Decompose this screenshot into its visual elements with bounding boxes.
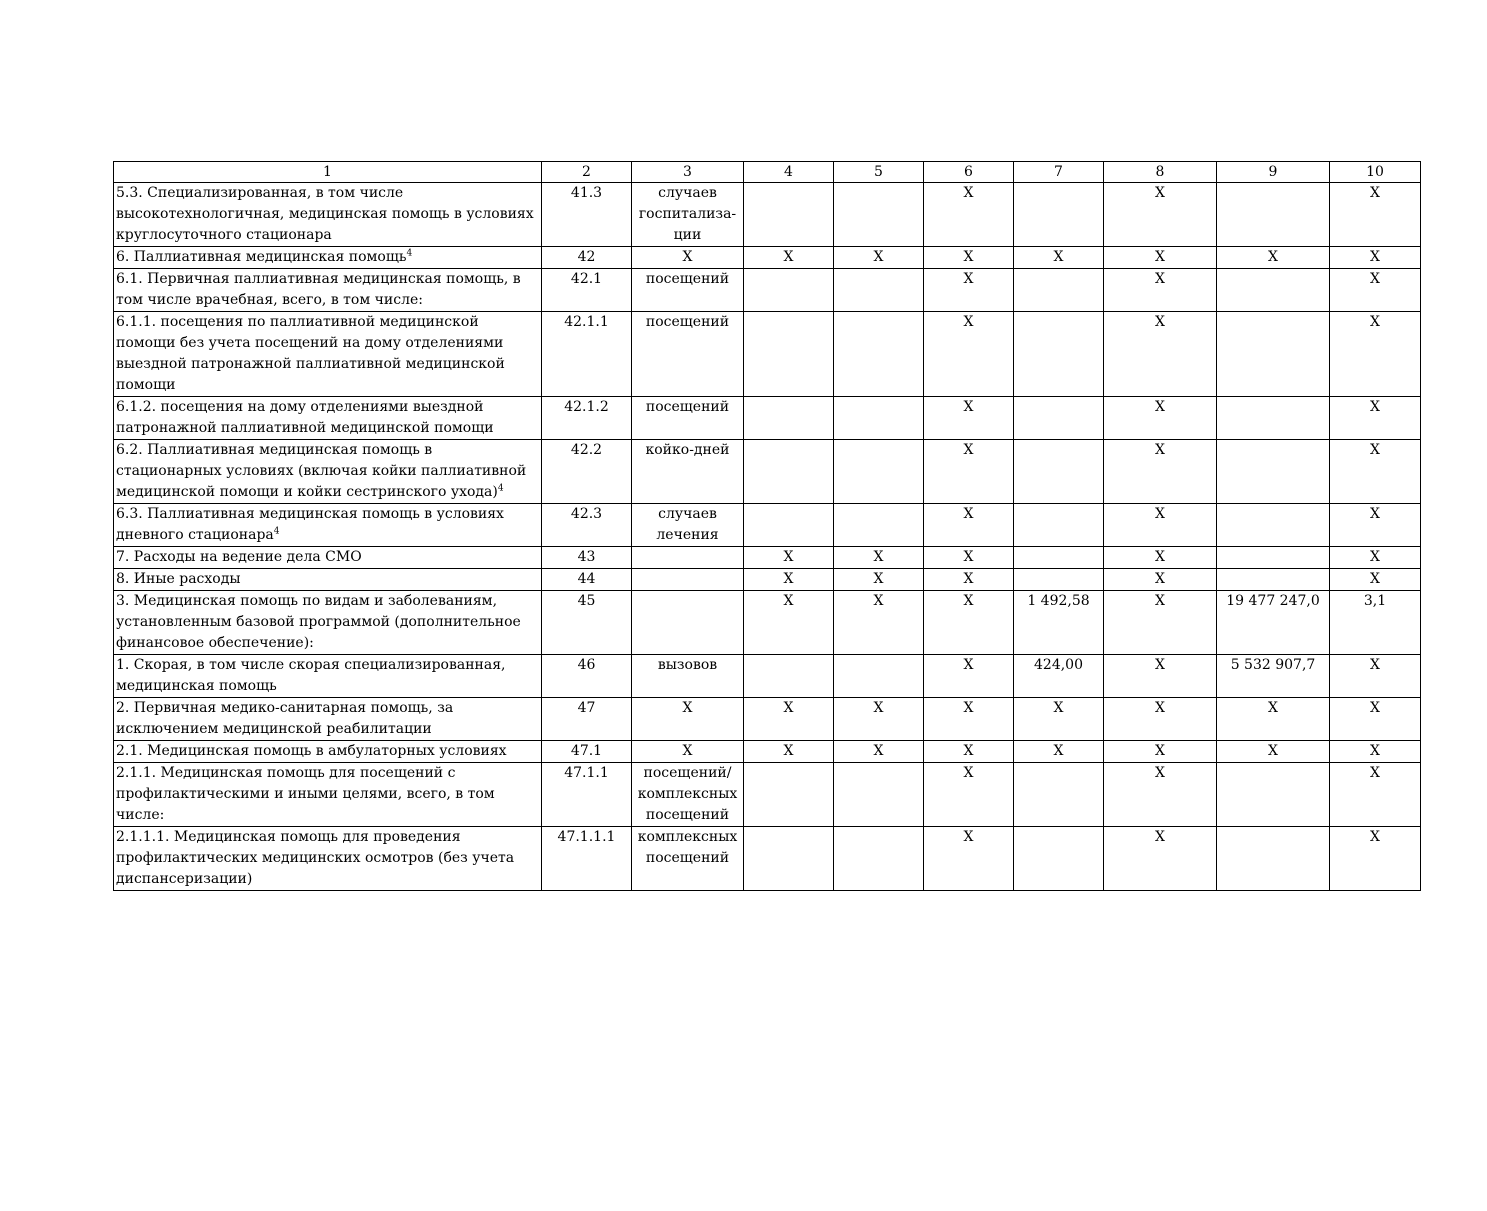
- cell-c9: [1217, 504, 1330, 547]
- row-name: 6.1. Первичная паллиативная медицинская помощь, в том числе врачебная, всего, в том числе:: [116, 271, 521, 308]
- cell-c6: X: [924, 397, 1014, 440]
- cell-c8: X: [1104, 247, 1217, 269]
- cell-c10: 3,1: [1330, 591, 1421, 655]
- cell-code: 47.1: [542, 741, 632, 763]
- cell-c7: 1 492,58: [1014, 591, 1104, 655]
- cell-c7: [1014, 827, 1104, 891]
- row-name-cell: [114, 569, 542, 591]
- cell-unit: посещений: [632, 312, 744, 397]
- cell-c9: [1217, 440, 1330, 504]
- cell-c4: [744, 312, 834, 397]
- cell-c5: [834, 269, 924, 312]
- cell-code: 41.3: [542, 183, 632, 247]
- cell-c9: [1217, 827, 1330, 891]
- col-header-8: 8: [1104, 162, 1217, 183]
- cell-c9: X: [1217, 741, 1330, 763]
- cell-unit: койко-дней: [632, 440, 744, 504]
- cell-c8: X: [1104, 312, 1217, 397]
- cell-c8: X: [1104, 547, 1217, 569]
- col-header-1: 1: [114, 162, 542, 183]
- table-row: [114, 698, 1421, 741]
- cell-code: 45: [542, 591, 632, 655]
- cell-c10: X: [1330, 247, 1421, 269]
- row-name-cell: [114, 247, 542, 269]
- cell-unit: [632, 547, 744, 569]
- cell-c6: X: [924, 591, 1014, 655]
- col-header-7: 7: [1014, 162, 1104, 183]
- cell-c7: [1014, 504, 1104, 547]
- cell-c6: X: [924, 312, 1014, 397]
- cell-code: 43: [542, 547, 632, 569]
- cell-c8: X: [1104, 827, 1217, 891]
- cell-c8: X: [1104, 269, 1217, 312]
- cell-c10: X: [1330, 504, 1421, 547]
- cell-c6: X: [924, 547, 1014, 569]
- cell-code: 42: [542, 247, 632, 269]
- cell-code: 42.1.2: [542, 397, 632, 440]
- cell-c5: [834, 655, 924, 698]
- cell-unit: комплексных посещений: [632, 827, 744, 891]
- cell-c6: X: [924, 269, 1014, 312]
- row-name: 2. Первичная медико-санитарная помощь, за исключением медицинской реабилитации: [116, 700, 454, 737]
- cell-code: 42.3: [542, 504, 632, 547]
- cell-c6: X: [924, 569, 1014, 591]
- cell-c10: X: [1330, 698, 1421, 741]
- table-row: [114, 655, 1421, 698]
- cell-c5: X: [834, 698, 924, 741]
- cell-c8: X: [1104, 655, 1217, 698]
- cell-c9: [1217, 547, 1330, 569]
- cell-c9: [1217, 269, 1330, 312]
- row-name-cell: [114, 655, 542, 698]
- cell-code: 47.1.1.1: [542, 827, 632, 891]
- cell-c6: X: [924, 183, 1014, 247]
- cell-c7: [1014, 269, 1104, 312]
- cell-c5: X: [834, 569, 924, 591]
- data-table: [113, 161, 1421, 891]
- cell-c9: [1217, 763, 1330, 827]
- cell-c5: [834, 504, 924, 547]
- cell-c4: X: [744, 591, 834, 655]
- cell-c9: [1217, 397, 1330, 440]
- row-name-cell: [114, 698, 542, 741]
- row-name: 3. Медицинская помощь по видам и заболеваниям, установленным базовой программой (дополнительное финансовое обеспечение):: [116, 593, 521, 651]
- cell-c4: X: [744, 741, 834, 763]
- col-header-2: 2: [542, 162, 632, 183]
- cell-c7: [1014, 763, 1104, 827]
- cell-c6: X: [924, 440, 1014, 504]
- cell-c5: [834, 440, 924, 504]
- cell-code: 42.2: [542, 440, 632, 504]
- col-header-6: 6: [924, 162, 1014, 183]
- cell-unit: посещений: [632, 269, 744, 312]
- cell-c6: X: [924, 504, 1014, 547]
- footnote-mark: 4: [273, 526, 280, 537]
- cell-c10: X: [1330, 397, 1421, 440]
- cell-c10: X: [1330, 269, 1421, 312]
- cell-c9: 5 532 907,7: [1217, 655, 1330, 698]
- row-name: 1. Скорая, в том числе скорая специализированная, медицинская помощь: [116, 657, 506, 694]
- cell-c8: X: [1104, 741, 1217, 763]
- row-name-cell: [114, 547, 542, 569]
- table-row: [114, 397, 1421, 440]
- cell-c6: X: [924, 763, 1014, 827]
- table-row: [114, 312, 1421, 397]
- cell-unit: X: [632, 741, 744, 763]
- cell-c7: [1014, 312, 1104, 397]
- cell-c5: [834, 183, 924, 247]
- cell-c5: [834, 312, 924, 397]
- cell-c5: [834, 763, 924, 827]
- row-name: 2.1. Медицинская помощь в амбулаторных условиях: [116, 743, 507, 759]
- cell-c8: X: [1104, 698, 1217, 741]
- row-name: 6.1.1. посещения по паллиативной медицинской помощи без учета посещений на дому отделениями выездной патронажной паллиативной медицинской помощи: [116, 314, 505, 393]
- table-row: [114, 183, 1421, 247]
- row-name: 7. Расходы на ведение дела СМО: [116, 549, 362, 565]
- cell-c4: X: [744, 698, 834, 741]
- cell-c10: X: [1330, 183, 1421, 247]
- cell-c10: X: [1330, 569, 1421, 591]
- cell-c7: X: [1014, 698, 1104, 741]
- cell-c5: X: [834, 591, 924, 655]
- cell-unit: X: [632, 247, 744, 269]
- cell-c9: [1217, 183, 1330, 247]
- row-name-cell: [114, 504, 542, 547]
- cell-c6: X: [924, 827, 1014, 891]
- row-name: 6.2. Паллиативная медицинская помощь в стационарных условиях (включая койки паллиативной медицинской помощи и койки сестринского ухода): [116, 442, 527, 500]
- cell-c4: X: [744, 547, 834, 569]
- cell-c5: X: [834, 247, 924, 269]
- cell-code: 42.1: [542, 269, 632, 312]
- row-name-cell: [114, 183, 542, 247]
- cell-c9: [1217, 569, 1330, 591]
- footnote-mark: 4: [497, 483, 504, 494]
- cell-c4: [744, 763, 834, 827]
- cell-code: 47.1.1: [542, 763, 632, 827]
- table-row: [114, 763, 1421, 827]
- row-name: 2.1.1. Медицинская помощь для посещений с профилактическими и иными целями, всего, в том числе:: [116, 765, 495, 823]
- cell-c10: X: [1330, 547, 1421, 569]
- cell-c6: X: [924, 698, 1014, 741]
- cell-c9: X: [1217, 247, 1330, 269]
- cell-c7: X: [1014, 741, 1104, 763]
- row-name-cell: [114, 763, 542, 827]
- col-header-4: 4: [744, 162, 834, 183]
- row-name: 6.1.2. посещения на дому отделениями выездной патронажной паллиативной медицинской помощи: [116, 399, 494, 436]
- cell-c4: [744, 655, 834, 698]
- cell-c10: X: [1330, 763, 1421, 827]
- cell-c5: [834, 397, 924, 440]
- table-row: [114, 247, 1421, 269]
- cell-c8: X: [1104, 763, 1217, 827]
- cell-c4: [744, 397, 834, 440]
- cell-unit: случаев госпитализа-ции: [632, 183, 744, 247]
- table-row: [114, 440, 1421, 504]
- cell-unit: вызовов: [632, 655, 744, 698]
- cell-c10: X: [1330, 827, 1421, 891]
- cell-code: 46: [542, 655, 632, 698]
- cell-c7: [1014, 569, 1104, 591]
- cell-code: 44: [542, 569, 632, 591]
- cell-c5: [834, 827, 924, 891]
- cell-c5: X: [834, 741, 924, 763]
- table-row: [114, 547, 1421, 569]
- row-name-cell: [114, 397, 542, 440]
- cell-c8: X: [1104, 504, 1217, 547]
- col-header-10: 10: [1330, 162, 1421, 183]
- cell-c7: [1014, 397, 1104, 440]
- cell-c8: X: [1104, 591, 1217, 655]
- table-row: [114, 569, 1421, 591]
- cell-c8: X: [1104, 397, 1217, 440]
- cell-unit: [632, 569, 744, 591]
- cell-c4: [744, 183, 834, 247]
- row-name-cell: [114, 827, 542, 891]
- cell-c9: 19 477 247,0: [1217, 591, 1330, 655]
- row-name-cell: [114, 440, 542, 504]
- cell-unit: случаев лечения: [632, 504, 744, 547]
- cell-c10: X: [1330, 312, 1421, 397]
- row-name: 2.1.1.1. Медицинская помощь для проведения профилактических медицинских осмотров (без учета диспансеризации): [116, 829, 515, 887]
- col-header-9: 9: [1217, 162, 1330, 183]
- row-name-cell: [114, 312, 542, 397]
- cell-c7: [1014, 183, 1104, 247]
- row-name: 6. Паллиативная медицинская помощь: [116, 249, 407, 265]
- cell-c8: X: [1104, 569, 1217, 591]
- cell-c4: X: [744, 247, 834, 269]
- header-row: [114, 162, 1421, 183]
- cell-c4: X: [744, 569, 834, 591]
- cell-c7: [1014, 440, 1104, 504]
- row-name-cell: [114, 741, 542, 763]
- cell-c10: X: [1330, 655, 1421, 698]
- row-name: 5.3. Специализированная, в том числе высокотехнологичная, медицинская помощь в условиях круглосуточного стационара: [116, 185, 534, 243]
- row-name: 8. Иные расходы: [116, 571, 241, 587]
- cell-c9: X: [1217, 698, 1330, 741]
- cell-c7: [1014, 547, 1104, 569]
- table-row: [114, 741, 1421, 763]
- table-row: [114, 269, 1421, 312]
- cell-c6: X: [924, 741, 1014, 763]
- cell-c8: X: [1104, 183, 1217, 247]
- cell-c7: 424,00: [1014, 655, 1104, 698]
- table-row: [114, 591, 1421, 655]
- cell-c4: [744, 440, 834, 504]
- row-name-cell: [114, 269, 542, 312]
- table-body: [114, 183, 1421, 891]
- cell-c5: X: [834, 547, 924, 569]
- cell-c7: X: [1014, 247, 1104, 269]
- cell-c4: [744, 504, 834, 547]
- footnote-mark: 4: [406, 248, 413, 259]
- table-row: [114, 504, 1421, 547]
- cell-c10: X: [1330, 741, 1421, 763]
- cell-c6: X: [924, 655, 1014, 698]
- cell-c9: [1217, 312, 1330, 397]
- cell-c4: [744, 269, 834, 312]
- cell-unit: [632, 591, 744, 655]
- cell-c6: X: [924, 247, 1014, 269]
- cell-c8: X: [1104, 440, 1217, 504]
- cell-code: 42.1.1: [542, 312, 632, 397]
- col-header-3: 3: [632, 162, 744, 183]
- row-name-cell: [114, 591, 542, 655]
- cell-c10: X: [1330, 440, 1421, 504]
- cell-unit: посещений/ комплексных посещений: [632, 763, 744, 827]
- col-header-5: 5: [834, 162, 924, 183]
- table-row: [114, 827, 1421, 891]
- cell-c4: [744, 827, 834, 891]
- row-name: 6.3. Паллиативная медицинская помощь в условиях дневного стационара: [116, 506, 504, 543]
- cell-unit: посещений: [632, 397, 744, 440]
- cell-unit: X: [632, 698, 744, 741]
- cell-code: 47: [542, 698, 632, 741]
